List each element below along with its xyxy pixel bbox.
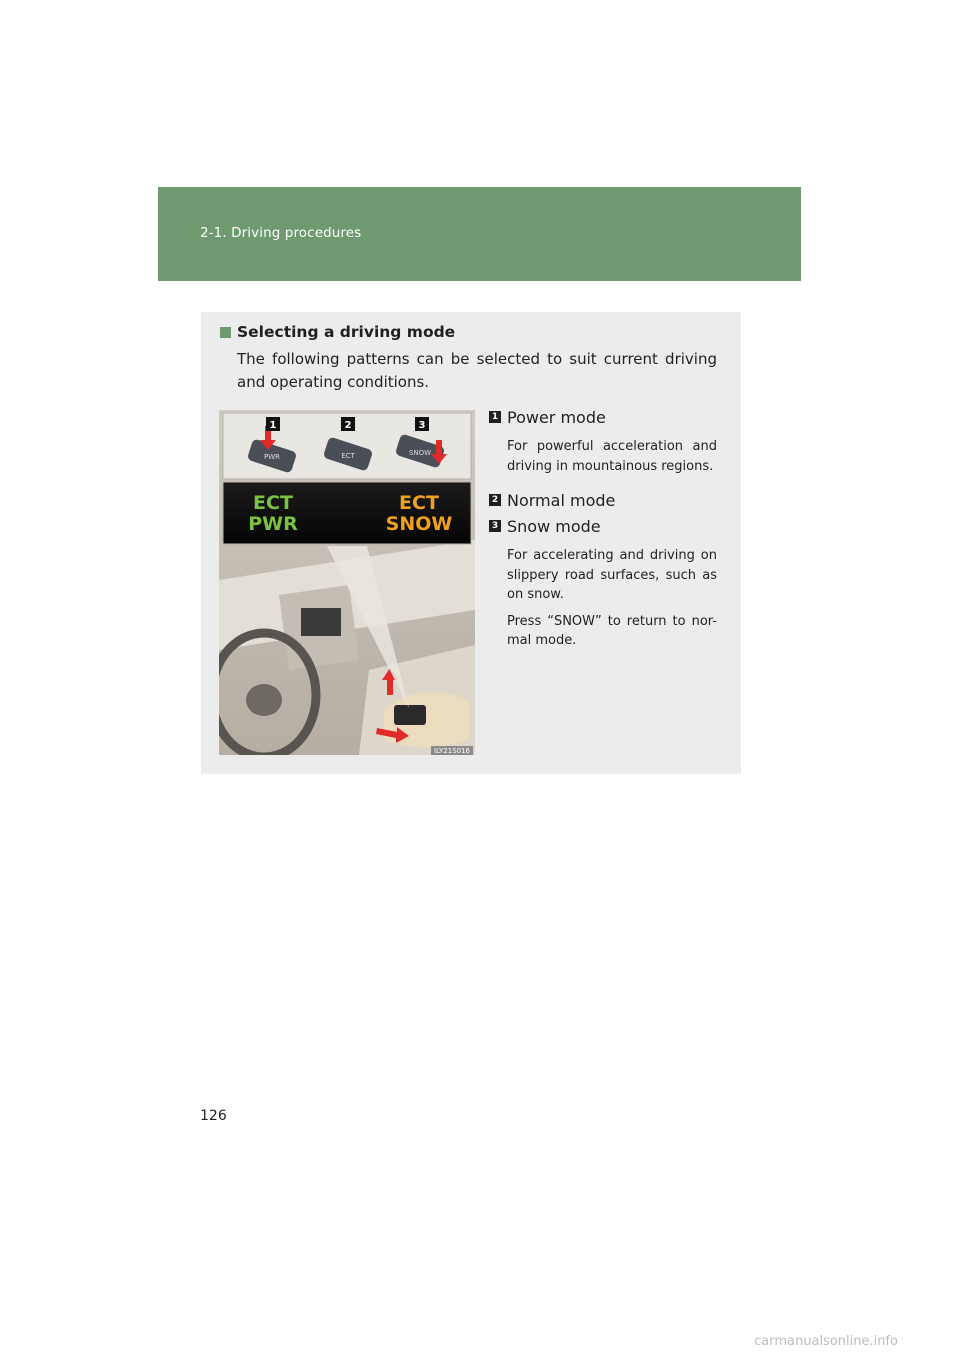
mode-title-normal: Normal mode bbox=[507, 491, 616, 510]
chapter-section-title: 2-1. Driving procedures bbox=[200, 225, 362, 241]
mode-list bbox=[489, 407, 717, 651]
switch-label-ect: ECT bbox=[341, 452, 355, 460]
mode-desc-snow: For accelerating and driving on slippery road surfaces, such as on snow. bbox=[507, 548, 717, 602]
mode-number-2: 2 bbox=[489, 494, 501, 506]
display-snow: SNOW bbox=[385, 513, 453, 535]
switch-label-snow: SNOW bbox=[408, 449, 432, 457]
square-bullet-icon bbox=[220, 327, 231, 338]
switch-panel bbox=[394, 705, 426, 725]
display-ect-right: ECT bbox=[399, 492, 439, 514]
chapter-header-bar bbox=[158, 187, 801, 281]
callout-number-1: 1 bbox=[269, 420, 277, 431]
mode-item-snow bbox=[489, 516, 717, 651]
mode-item-normal bbox=[489, 490, 717, 512]
display-ect-left: ECT bbox=[253, 492, 293, 514]
section-heading bbox=[220, 323, 455, 341]
section-title: Selecting a driving mode bbox=[237, 323, 456, 341]
mode-number-3: 3 bbox=[489, 520, 501, 532]
driving-mode-illustration bbox=[219, 410, 475, 755]
console-illustration bbox=[219, 410, 475, 755]
page-number: 126 bbox=[200, 1108, 227, 1124]
mode-title-power: Power mode bbox=[507, 408, 606, 427]
figure-code: ILY21S016 bbox=[433, 747, 471, 755]
callout-number-2: 2 bbox=[344, 420, 352, 431]
mode-desc-power: For powerful acceleration and driving in mountainous regions. bbox=[507, 439, 717, 474]
mode-item-power bbox=[489, 407, 717, 476]
display-pwr: PWR bbox=[248, 513, 298, 535]
steering-hub bbox=[246, 684, 282, 716]
driving-mode-panel bbox=[201, 312, 741, 774]
center-screen bbox=[301, 608, 341, 636]
mode-desc-snow-return: Press “SNOW” to return to nor-mal mode. bbox=[507, 613, 717, 648]
mode-title-snow: Snow mode bbox=[507, 517, 601, 536]
watermark: carmanualsonline.info bbox=[754, 1334, 898, 1349]
callout-number-3: 3 bbox=[418, 420, 426, 431]
switch-label-pwr: PWR bbox=[263, 453, 281, 461]
section-intro: The following patterns can be selected to suit current driving and operating conditions. bbox=[237, 350, 717, 391]
mode-number-1: 1 bbox=[489, 411, 501, 423]
